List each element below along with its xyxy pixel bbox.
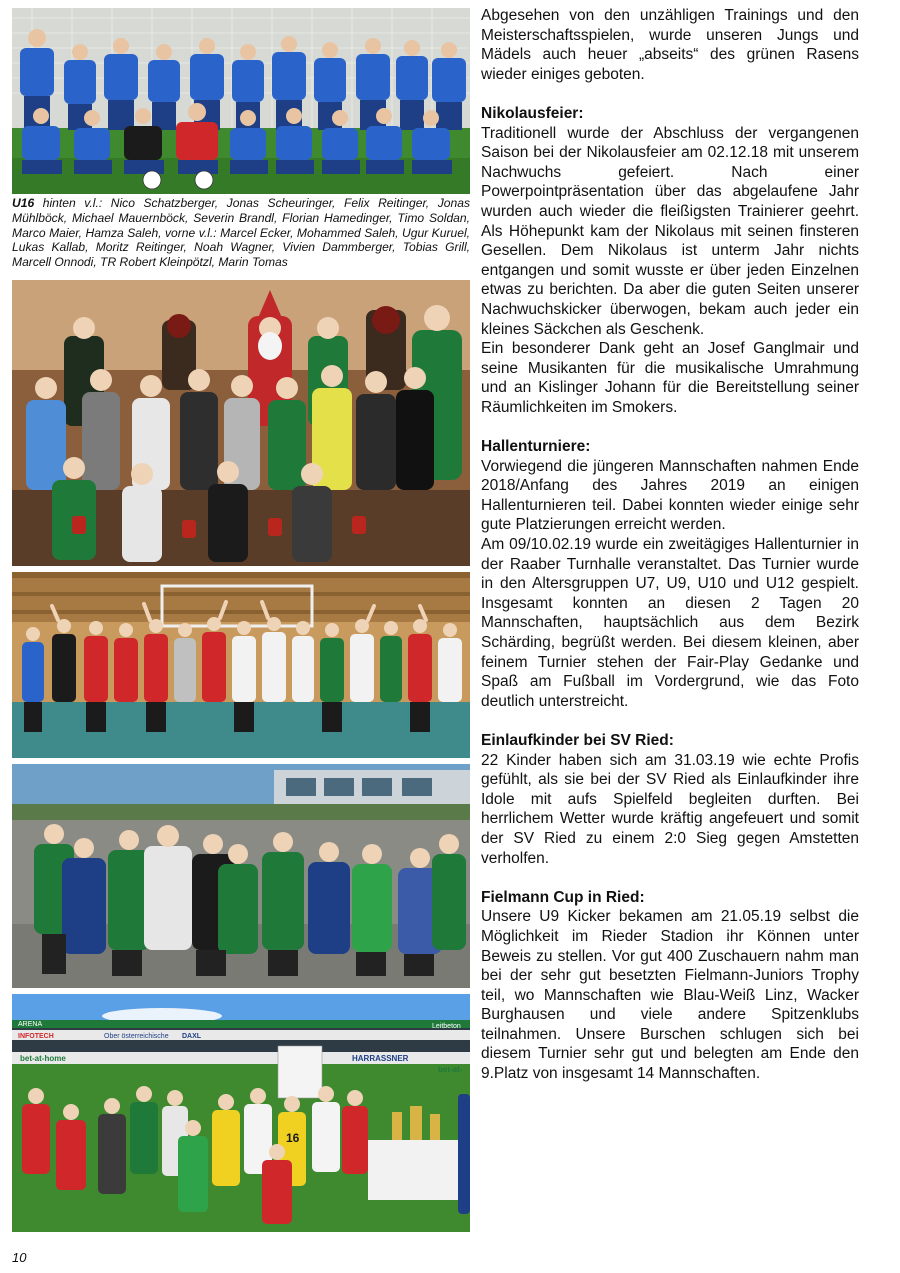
page-number: 10	[12, 1250, 27, 1265]
hallenturniere-heading: Hallenturniere:	[481, 438, 591, 456]
hallenturnier-illustration	[12, 572, 470, 758]
nikolausfeier-photo	[12, 280, 470, 566]
hallenturnier-photo	[12, 572, 470, 758]
nikolaus-heading: Nikolausfeier:	[481, 104, 584, 122]
ad-arena: ARENA	[18, 1021, 43, 1028]
fielmann-cup-heading: Fielmann Cup in Ried:	[481, 888, 645, 906]
fielmann-cup-paragraph: Unsere U9 Kicker bekamen am 21.05.19 selbst die Möglichkeit im Rieder Stadion ihr Können unter Beweis zu stellen. Vor gut 400 Zuschauern nahm man bei der sehr gut besetzten Fielmann-Juniors Trophy teil, wo Mannschaften wie Blau-Weiß Linz, Wacker Burghausen und viele andere Spitzenklubs teilnahmen. Unsere Burschen schlugen sich bei diesem Turnier sehr gut und belegten am Ende den 9.Platz von insgesamt 14 Mannschaften.	[481, 908, 859, 1083]
caption-names: hinten v.l.: Nico Schatzberger, Jonas Scheuringer, Felix Reitinger, Jonas Mühlböck, Michael Mauernböck, Severin Brandl, Florian Hamedinger, Timo Soldan, Marco Maier, Hamza Saleh, vorne v.l.: Marcel Ecker, Mohammed Saleh, Ugur Kuruel, Lukas Kallab, Moritz Reitinger, Noah Wagner, Vivien Dammberger, Tobias Grill, Marcell Onnodi, TR Robert Kleinpötzl, Marin Tomas	[12, 196, 470, 270]
intro-paragraph: Abgesehen von den unzähligen Trainings und den Meisterschaftsspielen, wurde unseren Jungs und Mädels auch heuer „abseits“ des grünen Rasens wieder einiges geboten.	[481, 7, 859, 83]
ad-oberoesterreichische: Ober österreichische	[104, 1033, 169, 1040]
einlaufkinder-illustration	[12, 764, 470, 988]
ad-harrassner: HARRASSNER	[352, 1054, 409, 1063]
ad-daxl: DAXL	[182, 1033, 202, 1040]
ad-leitbeton: Leitbeton	[432, 1023, 461, 1030]
fielmann-cup-photo	[12, 994, 470, 1232]
nikolausfeier-illustration	[12, 280, 470, 566]
jersey-number: 16	[286, 1131, 300, 1145]
nikolaus-paragraph-1: Traditionell wurde der Abschluss der vergangenen Saison bei der Nikolausfeier am 02.12.18 mit unserem Nachwuchs gefeiert. Nach einer Powerpointpräsentation über das abgelaufene Jahr wurden auch wieder die fleißigsten Trainierer geehrt. Als Höhepunkt kam der Nikolaus mit seinen finsteren Gesellen. Dem Nikolaus ist unterm Jahr nichts entgangen und somit wusste er über jeden Einzelnen etwas zu berichten. Da aber die guten Seiten unserer Nachwuchskicker überwogen, bekam auch jeder ein kleines Säckchen als Geschenk.	[481, 124, 859, 338]
u16-team-illustration	[12, 8, 470, 194]
nikolaus-paragraph-2: Ein besonderer Dank geht an Josef Ganglmair und seine Musikanten für die musikalische Umrahmung und an Kislinger Johann für die Bereitstellung seiner Räumlichkeiten im Smokers.	[481, 340, 859, 416]
ad-bet-at-right: bet-at-	[438, 1065, 463, 1074]
u16-photo-caption	[12, 196, 470, 270]
einlaufkinder-photo	[12, 764, 470, 988]
u16-team-photo	[12, 8, 470, 194]
ad-bet-at-home: bet-at-home	[20, 1054, 66, 1063]
einlaufkinder-heading: Einlaufkinder bei SV Ried:	[481, 731, 674, 749]
article-column	[481, 6, 859, 1084]
fielmann-cup-illustration	[12, 994, 470, 1232]
caption-team-label: U16	[12, 196, 35, 210]
ad-infotech: INFOTECH	[18, 1033, 54, 1040]
einlaufkinder-paragraph: 22 Kinder haben sich am 31.03.19 wie echte Profis gefühlt, als sie bei der SV Ried als Einlaufkinder ihre Idole mit aufs Spielfeld begleiten durften. Bei herrlichem Wetter wurde kräftig angefeuert und somit der SV Ried zu einem 2:0 Sieg gegen Amstetten verholfen.	[481, 751, 859, 867]
hallenturniere-paragraph-2: Am 09/10.02.19 wurde ein zweitägiges Hallenturnier in der Raaber Turnhalle veranstaltet. Das Turnier wurde in den Altersgruppen U7, U9, U10 und U12 gespielt. Insgesamt konnten an diesen 2 Tagen 20 Mannschaften, hauptsächlich aus dem Bezirk Schärding, begrüßt werden. Bei diesem kleinen, aber feinem Turnier stehen der Fair-Play Gedanke und Spaß am Fußball im Vordergrund, wie das Foto deutlich unterstreicht.	[481, 536, 859, 710]
hallenturniere-paragraph-1: Vorwiegend die jüngeren Mannschaften nahmen Ende 2018/Anfang des Jahres 2019 an einigen Hallenturnieren teil. Dabei konnten wieder einige sehr gute Platzierungen erreicht werden.	[481, 457, 859, 534]
